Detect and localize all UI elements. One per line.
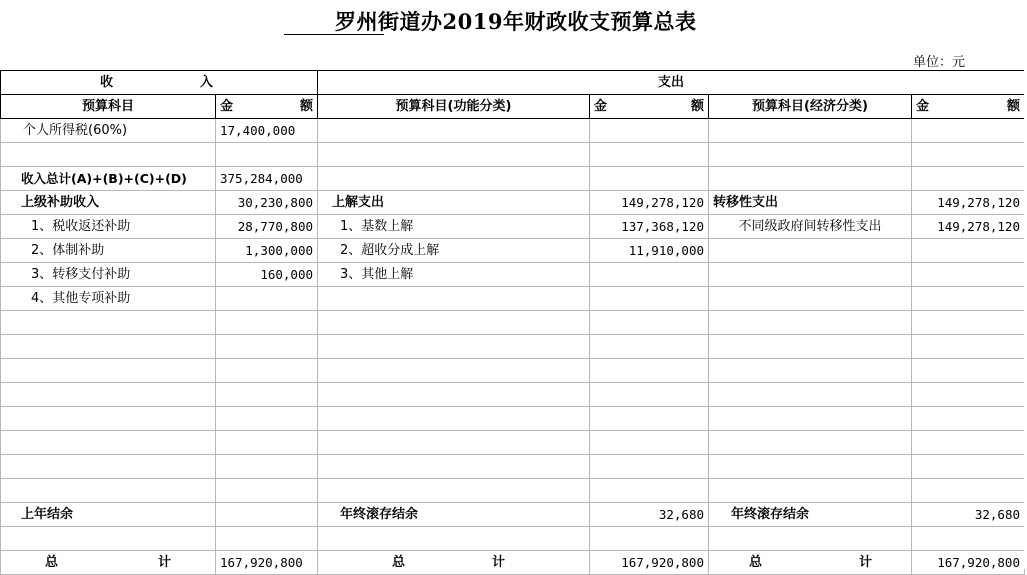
cell-income-label[interactable]: 上级补助收入 xyxy=(1,191,216,215)
table-row xyxy=(1,527,1025,551)
cell-func-label[interactable] xyxy=(318,119,590,143)
econ-subject-header[interactable]: 预算科目(经济分类) xyxy=(709,95,912,119)
cell-empty[interactable] xyxy=(912,263,1025,287)
cell-empty[interactable] xyxy=(1,479,216,503)
amount-header-a: 金 xyxy=(916,98,930,114)
cell-empty[interactable] xyxy=(216,335,318,359)
cell-empty[interactable] xyxy=(590,359,709,383)
expense-header-cell[interactable] xyxy=(318,71,1025,95)
table-row xyxy=(1,455,1025,479)
cell-empty[interactable] xyxy=(590,431,709,455)
cell-empty[interactable] xyxy=(709,335,912,359)
cell-total-func-label[interactable] xyxy=(318,551,590,575)
table-row xyxy=(1,311,1025,335)
header-row-2 xyxy=(1,95,1025,119)
cell-empty[interactable] xyxy=(590,143,709,167)
amount-header-a: 金 xyxy=(220,98,234,114)
cell-econ-balance-label[interactable]: 年终滚存结余 xyxy=(709,503,912,527)
table-row xyxy=(1,383,1025,407)
total-label-a: 总 xyxy=(45,554,59,570)
cell-empty[interactable] xyxy=(709,143,912,167)
income-amount-header[interactable] xyxy=(216,95,318,119)
cell-empty[interactable] xyxy=(318,287,590,311)
table-row xyxy=(1,359,1025,383)
cell-income-total-amount[interactable]: 375,284,000 xyxy=(216,167,318,191)
cell-empty[interactable] xyxy=(1,455,216,479)
cell-empty[interactable] xyxy=(216,383,318,407)
cell-empty[interactable] xyxy=(216,287,318,311)
cell-func-label[interactable]: 上解支出 xyxy=(318,191,590,215)
cell-empty[interactable] xyxy=(1,311,216,335)
cell-total-econ-label[interactable] xyxy=(709,551,912,575)
cell-empty[interactable] xyxy=(1,407,216,431)
func-amount-header[interactable] xyxy=(590,95,709,119)
cell-empty[interactable] xyxy=(216,527,318,551)
cell-func-balance-amount[interactable]: 32,680 xyxy=(590,503,709,527)
cell-income-total-label[interactable]: 收入总计(A)+(B)+(C)+(D) xyxy=(1,167,216,191)
cell-empty[interactable] xyxy=(318,479,590,503)
cell-empty[interactable] xyxy=(216,407,318,431)
cell-income-label[interactable]: 1、税收返还补助 xyxy=(1,215,216,239)
cell-empty[interactable] xyxy=(709,239,912,263)
cell-empty[interactable] xyxy=(1,431,216,455)
cell-income-amount[interactable]: 160,000 xyxy=(216,263,318,287)
cell-empty[interactable] xyxy=(318,455,590,479)
cell-empty[interactable] xyxy=(318,431,590,455)
cell-total-label[interactable] xyxy=(1,551,216,575)
cell-func-label[interactable]: 1、基数上解 xyxy=(318,215,590,239)
table-row xyxy=(1,503,1025,527)
cell-empty[interactable] xyxy=(318,407,590,431)
table-row xyxy=(1,335,1025,359)
amount-header-a: 金 xyxy=(594,98,608,114)
cell-total-econ-amount[interactable]: 167,920,800 xyxy=(912,551,1025,575)
cell-total-income-amount[interactable]: 167,920,800 xyxy=(216,551,318,575)
cell-income-amount[interactable]: 17,400,000 xyxy=(216,119,318,143)
cell-empty[interactable] xyxy=(318,359,590,383)
cell-empty[interactable] xyxy=(1,359,216,383)
cell-empty[interactable] xyxy=(590,383,709,407)
cell-empty[interactable] xyxy=(590,479,709,503)
cell-empty[interactable] xyxy=(912,311,1025,335)
cell-empty[interactable] xyxy=(709,167,912,191)
cell-empty[interactable] xyxy=(709,455,912,479)
cell-income-amount[interactable]: 30,230,800 xyxy=(216,191,318,215)
cell-empty[interactable] xyxy=(709,407,912,431)
cell-func-amount[interactable]: 11,910,000 xyxy=(590,239,709,263)
expense-header: 支出 xyxy=(657,74,684,90)
cell-empty[interactable] xyxy=(709,359,912,383)
income-header-a: 收 xyxy=(100,74,114,90)
cell-econ-label[interactable]: 转移性支出 xyxy=(709,191,912,215)
cell-econ-amount[interactable]: 149,278,120 xyxy=(912,191,1025,215)
cell-empty[interactable] xyxy=(912,239,1025,263)
cell-func-balance-label[interactable]: 年终滚存结余 xyxy=(318,503,590,527)
table-row xyxy=(1,287,1025,311)
cell-empty[interactable] xyxy=(1,335,216,359)
cell-income-label[interactable]: 2、体制补助 xyxy=(1,239,216,263)
cell-empty[interactable] xyxy=(912,479,1025,503)
cell-income-label[interactable]: 4、其他专项补助 xyxy=(1,287,216,311)
cell-empty[interactable] xyxy=(216,455,318,479)
cell-income-label[interactable]: 3、转移支付补助 xyxy=(1,263,216,287)
func-subject-header[interactable]: 预算科目(功能分类) xyxy=(318,95,590,119)
amount-header-b: 额 xyxy=(690,98,704,114)
title-area xyxy=(0,6,1027,38)
table-row xyxy=(1,215,1025,239)
cell-func-label[interactable]: 3、其他上解 xyxy=(318,263,590,287)
table-row xyxy=(1,143,1025,167)
table-row xyxy=(1,431,1025,455)
cell-empty[interactable] xyxy=(912,407,1025,431)
table-row xyxy=(1,479,1025,503)
cell-income-label[interactable]: 个人所得税(60%) xyxy=(1,119,216,143)
cell-empty[interactable] xyxy=(912,167,1025,191)
cell-func-label[interactable]: 2、超收分成上解 xyxy=(318,239,590,263)
cell-empty[interactable] xyxy=(216,503,318,527)
cell-empty[interactable] xyxy=(318,527,590,551)
unit-label: 单位：元 xyxy=(913,55,966,70)
cell-empty[interactable] xyxy=(912,287,1025,311)
cell-empty[interactable] xyxy=(709,479,912,503)
cell-empty[interactable] xyxy=(1,527,216,551)
budget-table xyxy=(0,70,1025,575)
cell-empty[interactable] xyxy=(1,383,216,407)
cell-empty[interactable] xyxy=(318,167,590,191)
cell-econ-label[interactable]: 不同级政府间转移性支出 xyxy=(709,215,912,239)
header-row-1 xyxy=(1,71,1025,95)
cell-total-func-amount[interactable]: 167,920,800 xyxy=(590,551,709,575)
cell-empty[interactable] xyxy=(590,455,709,479)
cell-empty[interactable] xyxy=(912,527,1025,551)
cell-empty[interactable] xyxy=(912,455,1025,479)
cell-empty[interactable] xyxy=(709,527,912,551)
total-label-a: 总 xyxy=(749,554,763,570)
income-header-b: 入 xyxy=(199,74,213,90)
cell-empty[interactable] xyxy=(318,311,590,335)
cell-balance-label[interactable]: 上年结余 xyxy=(1,503,216,527)
cell-income-amount[interactable]: 1,300,000 xyxy=(216,239,318,263)
cell-empty[interactable] xyxy=(216,143,318,167)
cell-empty[interactable] xyxy=(709,287,912,311)
income-header-cell[interactable] xyxy=(1,71,318,95)
total-row xyxy=(1,551,1025,575)
econ-amount-header[interactable] xyxy=(912,95,1025,119)
cell-income-amount[interactable]: 28,770,800 xyxy=(216,215,318,239)
table-row xyxy=(1,407,1025,431)
cell-empty[interactable] xyxy=(912,359,1025,383)
total-label-b: 计 xyxy=(491,554,505,570)
cell-empty[interactable] xyxy=(216,311,318,335)
cell-func-amount[interactable]: 149,278,120 xyxy=(590,191,709,215)
total-label-a: 总 xyxy=(392,554,406,570)
cell-empty[interactable] xyxy=(912,143,1025,167)
cell-empty[interactable] xyxy=(216,431,318,455)
cell-empty[interactable] xyxy=(216,359,318,383)
income-subject-header[interactable]: 预算科目 xyxy=(1,95,216,119)
cell-empty[interactable] xyxy=(318,143,590,167)
cell-empty[interactable] xyxy=(912,383,1025,407)
cell-econ-amount[interactable] xyxy=(912,119,1025,143)
cell-empty[interactable] xyxy=(590,311,709,335)
table-row xyxy=(1,119,1025,143)
cell-empty[interactable] xyxy=(590,167,709,191)
cell-empty[interactable] xyxy=(709,431,912,455)
table-row xyxy=(1,239,1025,263)
amount-header-b: 额 xyxy=(1006,98,1020,114)
cell-empty[interactable] xyxy=(590,527,709,551)
cell-empty[interactable] xyxy=(318,335,590,359)
cell-empty[interactable] xyxy=(709,311,912,335)
cell-empty[interactable] xyxy=(912,335,1025,359)
table-row xyxy=(1,263,1025,287)
cell-empty[interactable] xyxy=(912,431,1025,455)
cell-empty[interactable] xyxy=(318,383,590,407)
table-row xyxy=(1,191,1025,215)
cell-func-amount[interactable]: 137,368,120 xyxy=(590,215,709,239)
cell-empty[interactable] xyxy=(590,287,709,311)
cell-empty[interactable] xyxy=(709,263,912,287)
cell-empty[interactable] xyxy=(1,143,216,167)
cell-func-amount[interactable] xyxy=(590,119,709,143)
cell-empty[interactable] xyxy=(590,335,709,359)
table-row xyxy=(1,167,1025,191)
cell-econ-label[interactable] xyxy=(709,119,912,143)
cell-econ-amount[interactable]: 149,278,120 xyxy=(912,215,1025,239)
amount-header-b: 额 xyxy=(299,98,313,114)
total-label-b: 计 xyxy=(157,554,171,570)
cell-econ-balance-amount[interactable]: 32,680 xyxy=(912,503,1025,527)
cell-empty[interactable] xyxy=(590,407,709,431)
page-title: 罗州街道办2019年财政收支预算总表 xyxy=(335,9,697,34)
cell-empty[interactable] xyxy=(216,479,318,503)
cell-empty[interactable] xyxy=(590,263,709,287)
cell-empty[interactable] xyxy=(709,383,912,407)
total-label-b: 计 xyxy=(858,554,872,570)
